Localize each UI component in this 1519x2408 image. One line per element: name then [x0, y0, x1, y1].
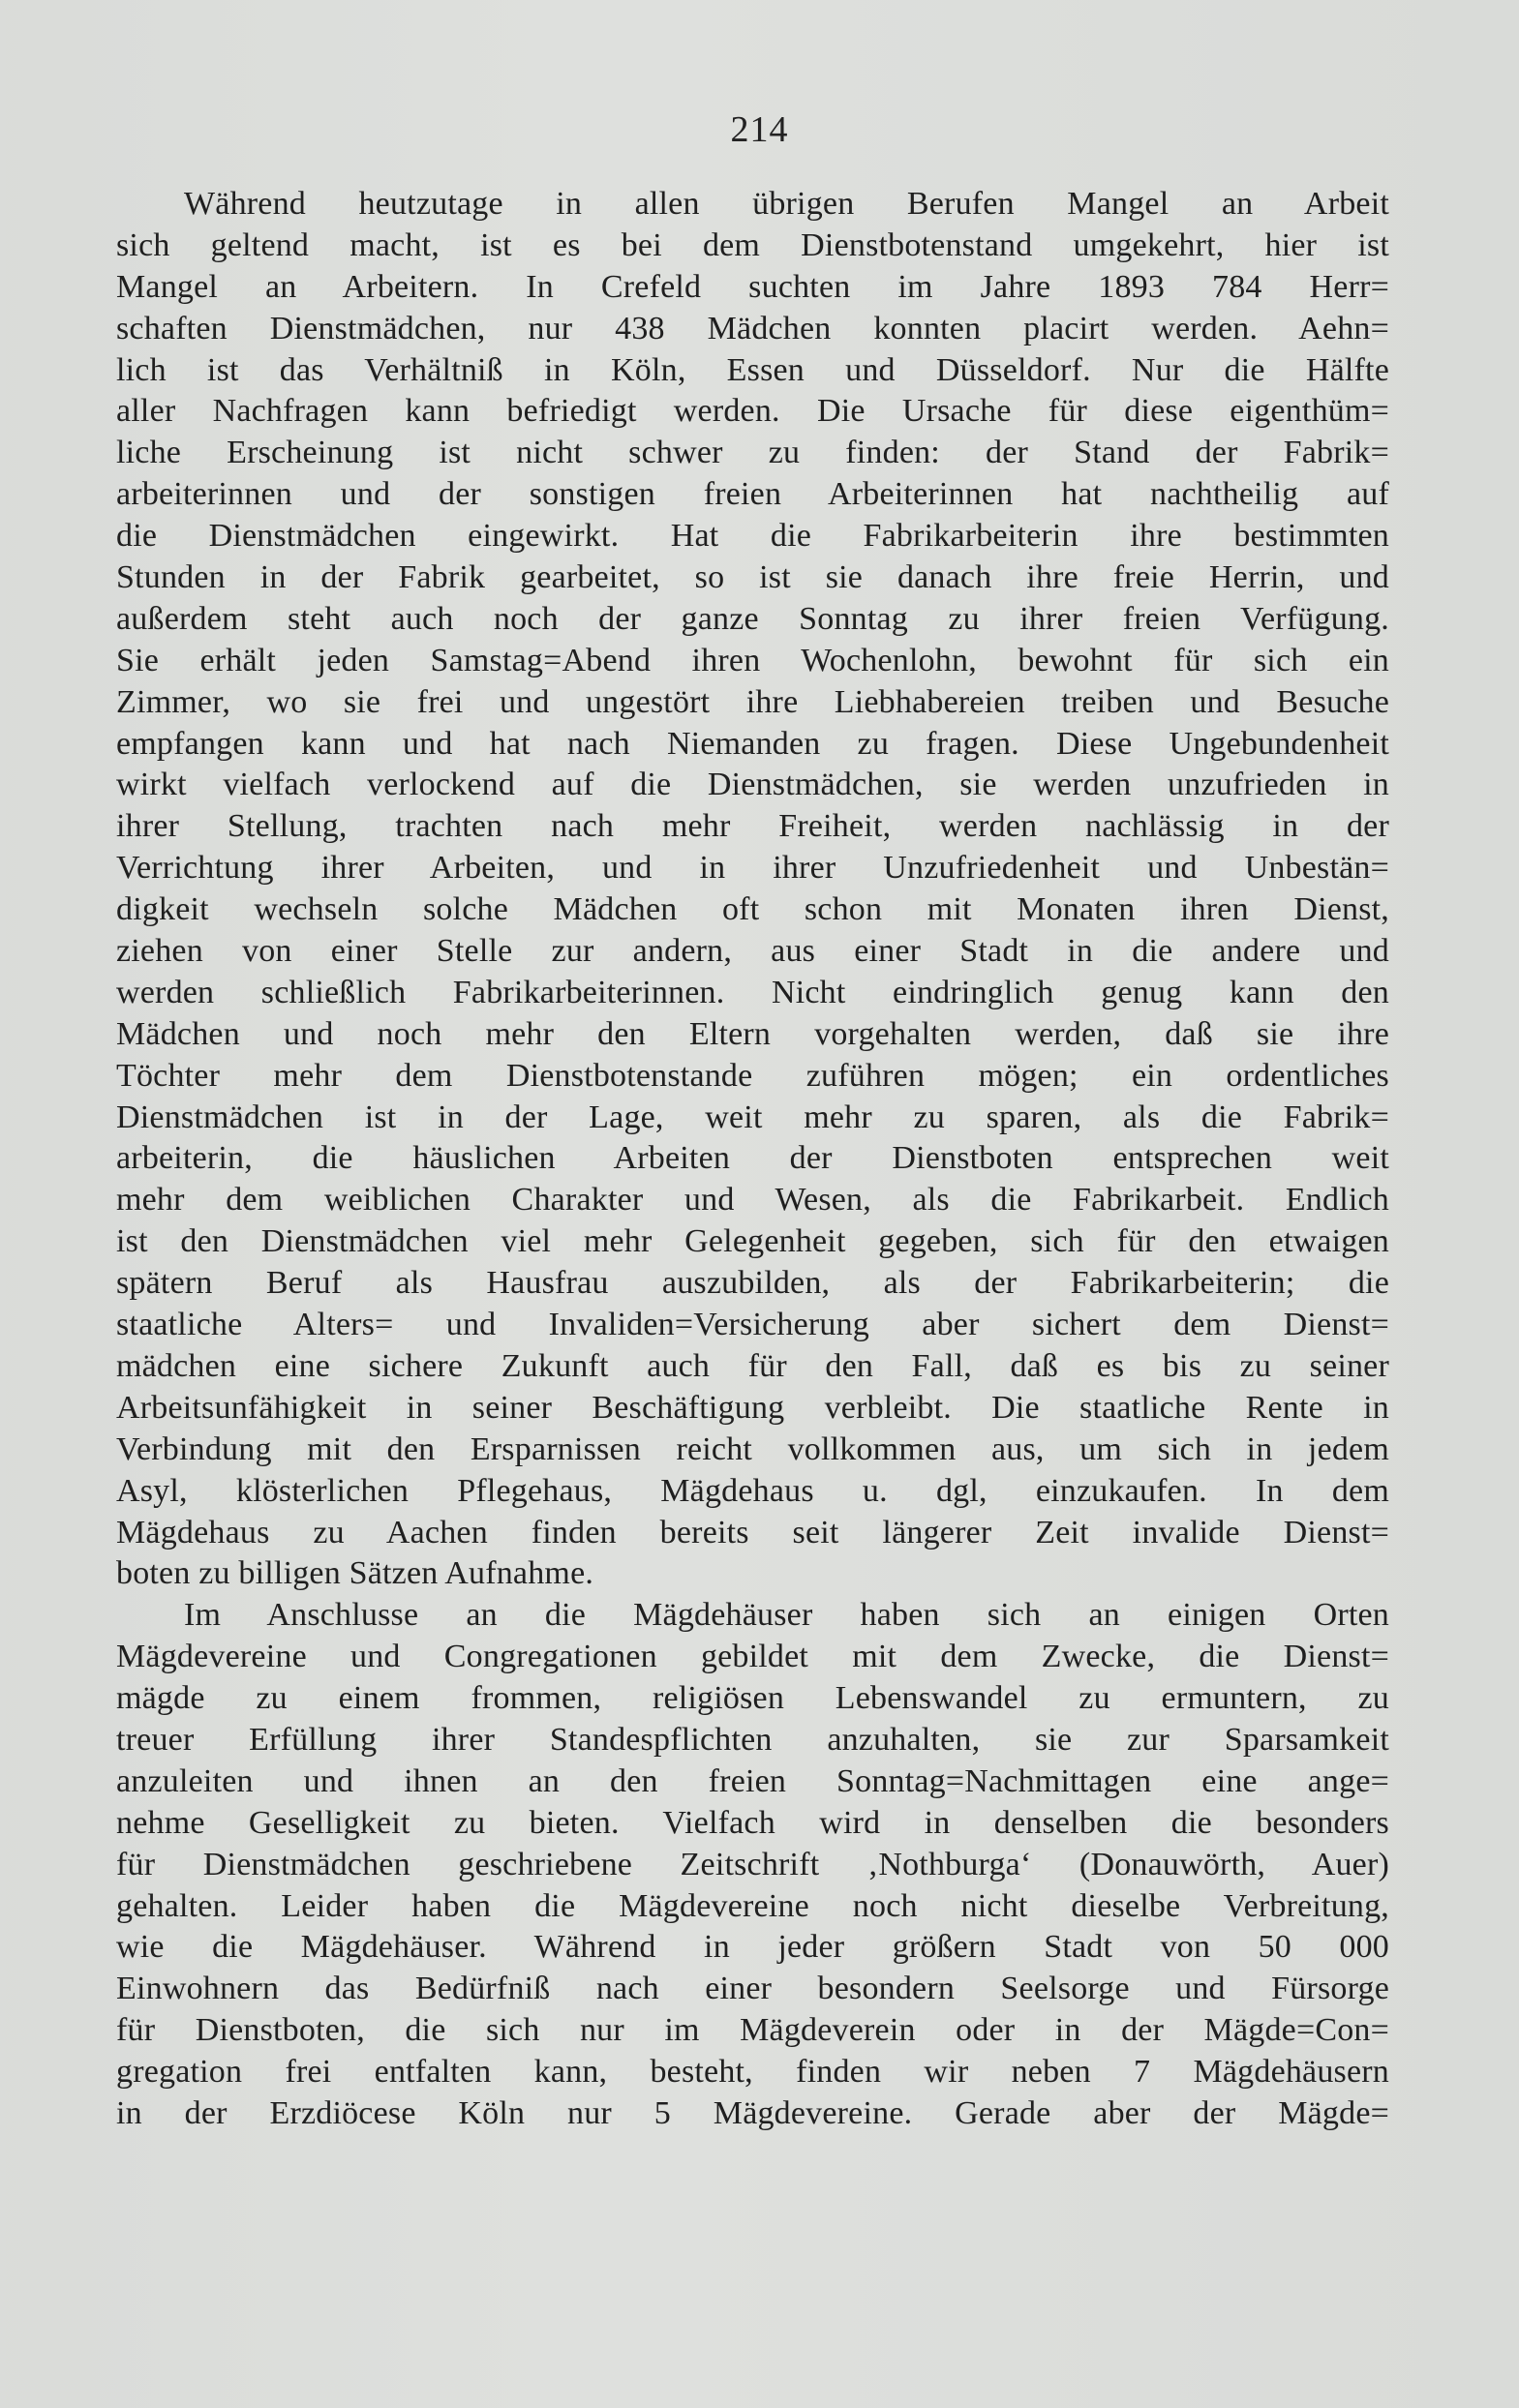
- text-line: mägde zu einem frommen, religiösen Lebenswandel zu ermuntern, zu: [116, 1680, 1389, 1717]
- text-line: anzuleiten und ihnen an den freien Sonntag=Nachmittagen eine ange=: [116, 1762, 1389, 1799]
- text-line: Während heutzutage in allen übrigen Berufen Mangel an Arbeit: [184, 186, 1389, 222]
- body-text: [116, 184, 1389, 2135]
- text-line: aller Nachfragen kann befriedigt werden. Die Ursache für diese eigenthüm=: [116, 393, 1389, 430]
- text-line: für Dienstmädchen geschriebene Zeitschrift ‚Nothburga‘ (Donauwörth, Auer): [116, 1846, 1389, 1882]
- text-line: ist den Dienstmädchen viel mehr Gelegenheit gegeben, sich für den etwaigen: [116, 1223, 1389, 1260]
- text-line: spätern Beruf als Hausfrau auszubilden, als der Fabrikarbeiterin; die: [116, 1265, 1389, 1302]
- text-line: gehalten. Leider haben die Mägdevereine noch nicht dieselbe Verbreitung,: [116, 1887, 1389, 1924]
- page-number: 214: [730, 109, 789, 150]
- text-line: die Dienstmädchen eingewirkt. Hat die Fabrikarbeiterin ihre bestimmten: [116, 518, 1389, 555]
- text-line: Einwohnern das Bedürfniß nach einer besondern Seelsorge und Fürsorge: [116, 1971, 1389, 2007]
- text-line: Dienstmädchen ist in der Lage, weit mehr zu sparen, als die Fabrik=: [116, 1099, 1389, 1135]
- text-line: schaften Dienstmädchen, nur 438 Mädchen konnten placirt werden. Aehn=: [116, 310, 1389, 346]
- text-line: liche Erscheinung ist nicht schwer zu finden: der Stand der Fabrik=: [116, 435, 1389, 471]
- text-line: staatliche Alters= und Invaliden=Versicherung aber sichert dem Dienst=: [116, 1307, 1389, 1343]
- text-line: gregation frei entfalten kann, besteht, finden wir neben 7 Mägdehäusern: [116, 2054, 1389, 2091]
- text-line: digkeit wechseln solche Mädchen oft schon mit Monaten ihren Dienst,: [116, 891, 1389, 928]
- text-line: Mangel an Arbeitern. In Crefeld suchten im Jahre 1893 784 Herr=: [116, 268, 1389, 305]
- text-line: ihrer Stellung, trachten nach mehr Freiheit, werden nachlässig in der: [116, 808, 1389, 845]
- text-line: Stunden in der Fabrik gearbeitet, so ist sie danach ihre freie Herrin, und: [116, 559, 1389, 596]
- text-line: Asyl, klösterlichen Pflegehaus, Mägdehaus u. dgl, einzukaufen. In dem: [116, 1472, 1389, 1509]
- text-line: Verbindung mit den Ersparnissen reicht vollkommen aus, um sich in jedem: [116, 1430, 1389, 1467]
- text-line: empfangen kann und hat nach Niemanden zu fragen. Diese Ungebundenheit: [116, 725, 1389, 762]
- text-line: arbeiterin, die häuslichen Arbeiten der Dienstboten entsprechen weit: [116, 1140, 1389, 1177]
- text-line: wirkt vielfach verlockend auf die Dienstmädchen, sie werden unzufrieden in: [116, 767, 1389, 803]
- text-line: Verrichtung ihrer Arbeiten, und in ihrer Unzufriedenheit und Unbestän=: [116, 850, 1389, 887]
- text-line: Arbeitsunfähigkeit in seiner Beschäftigung verbleibt. Die staatliche Rente in: [116, 1389, 1389, 1426]
- text-line: ziehen von einer Stelle zur andern, aus einer Stadt in die andere und: [116, 933, 1389, 970]
- paragraph-1: [116, 184, 1389, 1595]
- text-line: sich geltend macht, ist es bei dem Dienstbotenstand umgekehrt, hier ist: [116, 226, 1389, 263]
- text-line: Zimmer, wo sie frei und ungestört ihre Liebhabereien treiben und Besuche: [116, 683, 1389, 720]
- text-line: für Dienstboten, die sich nur im Mägdeverein oder in der Mägde=Con=: [116, 2012, 1389, 2049]
- paragraph-2: [116, 1595, 1389, 2135]
- text-line: mehr dem weiblichen Charakter und Wesen, als die Fabrikarbeit. Endlich: [116, 1182, 1389, 1219]
- text-line: werden schließlich Fabrikarbeiterinnen. Nicht eindringlich genug kann den: [116, 974, 1389, 1010]
- text-line: in der Erzdiöcese Köln nur 5 Mägdevereine. Gerade aber der Mägde=: [116, 2094, 1389, 2131]
- text-line: wie die Mägdehäuser. Während in jeder größern Stadt von 50 000: [116, 1929, 1389, 1966]
- text-line: Töchter mehr dem Dienstbotenstande zuführen mögen; ein ordentliches: [116, 1057, 1389, 1094]
- text-line: nehme Geselligkeit zu bieten. Vielfach wird in denselben die besonders: [116, 1804, 1389, 1841]
- text-line: Sie erhält jeden Samstag=Abend ihren Wochenlohn, bewohnt für sich ein: [116, 642, 1389, 678]
- text-line: Im Anschlusse an die Mägdehäuser haben sich an einigen Orten: [184, 1597, 1389, 1634]
- text-line: arbeiterinnen und der sonstigen freien Arbeiterinnen hat nachtheilig auf: [116, 476, 1389, 513]
- text-line: Mägdehaus zu Aachen finden bereits seit längerer Zeit invalide Dienst=: [116, 1514, 1389, 1550]
- text-line: treuer Erfüllung ihrer Standespflichten anzuhalten, sie zur Sparsamkeit: [116, 1721, 1389, 1758]
- text-line: lich ist das Verhältniß in Köln, Essen und Düsseldorf. Nur die Hälfte: [116, 351, 1389, 388]
- text-line: boten zu billigen Sätzen Aufnahme.: [116, 1555, 594, 1592]
- text-line: Mägdevereine und Congregationen gebildet mit dem Zwecke, die Dienst=: [116, 1639, 1389, 1675]
- text-line: Mädchen und noch mehr den Eltern vorgehalten werden, daß sie ihre: [116, 1015, 1389, 1052]
- text-line: mädchen eine sichere Zukunft auch für den Fall, daß es bis zu seiner: [116, 1347, 1389, 1384]
- text-line: außerdem steht auch noch der ganze Sonntag zu ihrer freien Verfügung.: [116, 600, 1389, 637]
